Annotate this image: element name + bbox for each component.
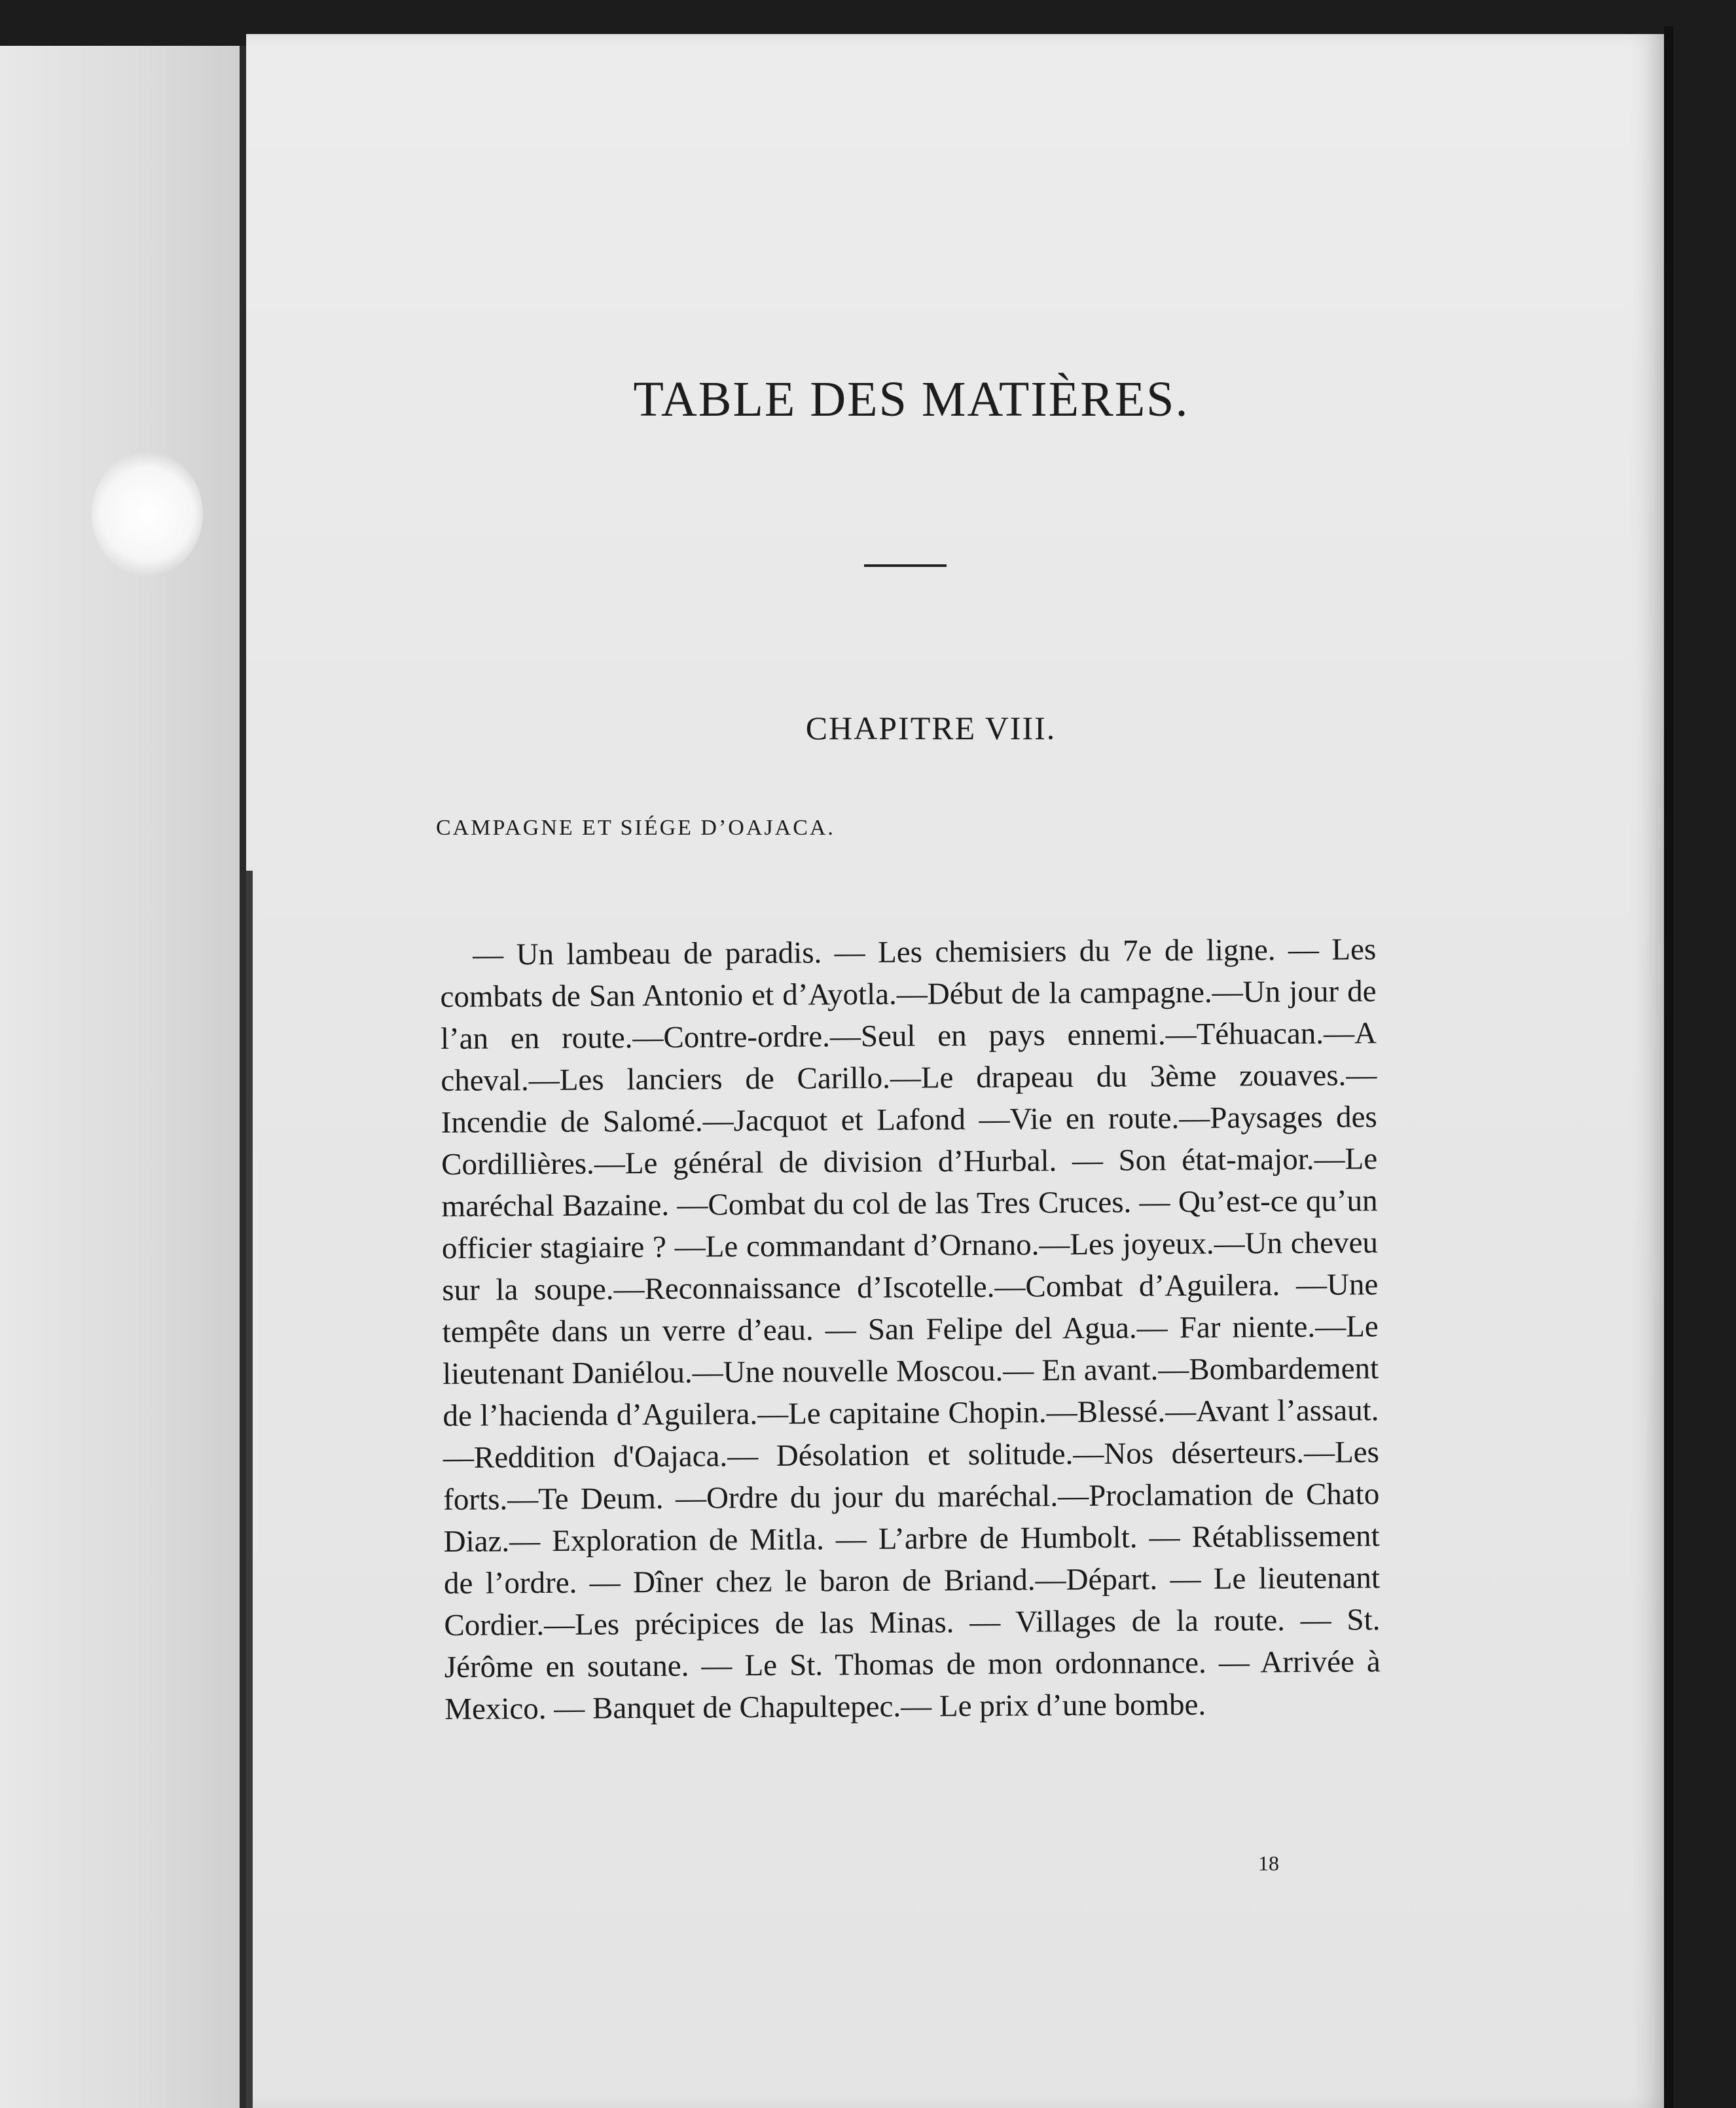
paper-stain xyxy=(92,452,203,576)
page-number: 18 xyxy=(1258,1851,1279,1875)
page-title: TABLE DES MATIÈRES. xyxy=(633,372,1189,427)
chapter-heading: CHAPITRE VIII. xyxy=(805,710,1057,746)
page-gutter xyxy=(240,46,246,2108)
title-rule xyxy=(864,564,947,567)
left-page-edge xyxy=(0,46,244,2108)
binding-shadow xyxy=(246,871,253,2108)
section-heading: CAMPAGNE ET SIÉGE D’OAJACA. xyxy=(436,816,835,840)
scan-border xyxy=(1664,26,1673,2108)
chapter-summary: — Un lambeau de paradis. — Les chemisiers du 7e de ligne. — Les combats de San Antonio et d’Ayotla.—Début de la campagne.—Un jour de l’an en route.—Contre-ordre.—Seul en pays ennemi.—Téhuacan.—A cheval.—Les lanciers de Carillo.—Le drapeau du 3ème zouaves.—Incendie de Salomé.—Jacquot et Lafond —Vie en route.—Paysages des Cordillières.—Le général de division d’Hurbal. — Son état-major.—Le maréchal Bazaine. —Combat du col de las Tres Cruces. — Qu’est-ce qu’un officier stagiaire ? —Le commandant d’Ornano.—Les joyeux.—Un cheveu sur la soupe.—Reconnaissance d’Iscotelle.—Combat d’Aguilera. —Une tempête dans un verre d’eau. — San Felipe del Agua.— Far niente.—Le lieutenant Daniélou.—Une nouvelle Moscou.— En avant.—Bombardement de l’hacienda d’Aguilera.—Le capitaine Chopin.—Blessé.—Avant l’assaut. —Reddition d'Oajaca.— Désolation et solitude.—Nos déserteurs.—Les forts.—Te Deum. —Ordre du jour du maréchal.—Proclamation de Chato Diaz.— Exploration de Mitla. — L’arbre de Humbolt. — Rétablissement de l’ordre. — Dîner chez le baron de Briand.—Départ. — Le lieutenant Cordier.—Les précipices de las Minas. — Villages de la route. — St. Jérôme en soutane. — Le St. Thomas de mon ordonnance. — Arrivée à Mexico. — Banquet de Chapultepec.— Le prix d’une bombe. xyxy=(440,932,1381,1726)
